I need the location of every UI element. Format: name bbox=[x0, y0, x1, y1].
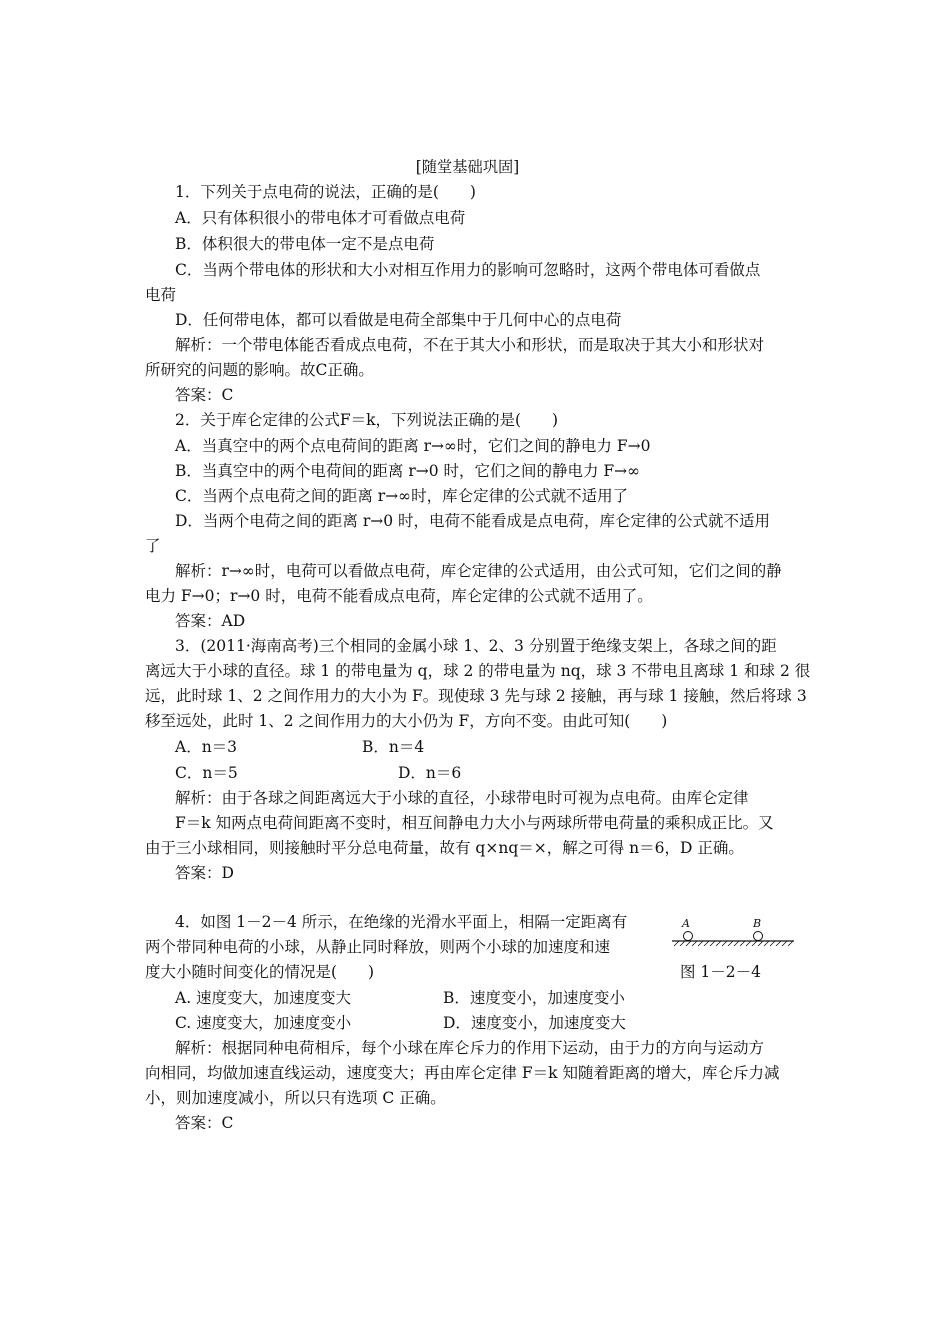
ball-a-label: A bbox=[682, 917, 690, 930]
question-3-stem-line-4: 移至远处，此时 1、2 之间作用力的大小仍为 F，方向不变。由此可知( ) bbox=[145, 712, 668, 730]
question-4-answer: 答案：C bbox=[175, 1114, 234, 1132]
question-3-analysis-line-2: F＝k 知两点电荷间距离不变时，相互间静电力大小与两球所带电荷量的乘积成正比。又 bbox=[175, 814, 774, 832]
question-3-analysis-line-3: 由于三小球相同，则接触时平分总电荷量，故有 q×nq＝×，解之可得 n＝6，D 正确。 bbox=[145, 839, 744, 857]
figure-caption: 图 1－2－4 bbox=[680, 963, 762, 981]
question-2-option-d: D．当两个电荷之间的距离 r→0 时，电荷不能看成是点电荷，库仑定律的公式就不适用 bbox=[175, 512, 771, 530]
question-3-stem-line-3: 远，此时球 1、2 之间作用力的大小为 F。现使球 3 先与球 2 接触，再与球 1 接触，然后将球 3 bbox=[145, 687, 807, 705]
question-2-option-b: B．当真空中的两个电荷间的距离 r→0 时，它们之间的静电力 F→∞ bbox=[175, 462, 641, 480]
question-4-analysis-line-2: 向相同，均做加速直线运动，速度变大；再由库仑定律 F＝k 知随着距离的增大，库仑斥力减 bbox=[145, 1064, 780, 1082]
question-1-option-a: A．只有体积很小的带电体才可看做点电荷 bbox=[175, 209, 466, 227]
surface-hatching bbox=[674, 941, 793, 946]
ball-a bbox=[684, 932, 693, 941]
question-1-analysis-cont: 所研究的问题的影响。故C正确。 bbox=[145, 361, 374, 379]
question-3-answer: 答案：D bbox=[175, 864, 234, 882]
question-4-option-c: C. 速度变大，加速度变小 bbox=[175, 1014, 352, 1032]
ball-b bbox=[754, 932, 763, 941]
question-1-option-c: C．当两个带电体的形状和大小对相互作用力的影响可忽略时，这两个带电体可看做点 bbox=[175, 261, 761, 279]
question-3-option-c: C．n＝5 bbox=[175, 764, 238, 782]
question-4-option-d: D．速度变小，加速度变大 bbox=[443, 1014, 626, 1032]
question-1-option-b: B．体积很大的带电体一定不是点电荷 bbox=[175, 235, 435, 253]
question-4-analysis-line-3: 小，则加速度减小，所以只有选项 C 正确。 bbox=[145, 1089, 446, 1107]
question-3-option-b: B．n＝4 bbox=[362, 738, 425, 756]
question-2-analysis: 解析：r→∞时，电荷可以看做点电荷，库仑定律的公式适用，由公式可知，它们之间的静 bbox=[175, 562, 782, 580]
question-3-stem: 3．(2011·海南高考)三个相同的金属小球 1、2、3 分别置于绝缘支架上，各球之间的距 bbox=[175, 637, 777, 655]
question-3-option-a: A．n＝3 bbox=[175, 738, 238, 756]
question-4-stem-line-3: 度大小随时间变化的情况是( ) bbox=[145, 963, 375, 981]
figure-two-balls-on-surface bbox=[668, 916, 798, 956]
question-1-option-c-cont: 电荷 bbox=[145, 286, 177, 304]
question-2-option-d-cont: 了 bbox=[145, 537, 161, 555]
question-4-option-b: B．速度变小，加速度变小 bbox=[443, 989, 625, 1007]
question-3-stem-line-2: 离远大于小球的直径。球 1 的带电量为 q，球 2 的带电量为 nq，球 3 不带电且离球 1 和球 2 很 bbox=[145, 662, 811, 680]
question-4-stem-line-2: 两个带同种电荷的小球，从静止同时释放，则两个小球的加速度和速 bbox=[145, 938, 611, 956]
question-1-option-d: D．任何带电体，都可以看做是电荷全部集中于几何中心的点电荷 bbox=[175, 311, 622, 329]
ball-b-label: B bbox=[753, 917, 762, 930]
question-1-answer: 答案：C bbox=[175, 386, 234, 404]
question-3-option-d: D．n＝6 bbox=[398, 764, 462, 782]
question-3-analysis: 解析：由于各球之间距离远大于小球的直径，小球带电时可视为点电荷。由库仑定律 bbox=[175, 789, 749, 807]
section-title: [随堂基础巩固] bbox=[415, 158, 520, 176]
question-1-analysis: 解析：一个带电体能否看成点电荷，不在于其大小和形状，而是取决于其大小和形状对 bbox=[175, 336, 765, 354]
question-2-stem: 2．关于库仑定律的公式F＝k，下列说法正确的是( ) bbox=[175, 411, 559, 429]
question-2-answer: 答案：AD bbox=[175, 612, 246, 630]
question-4-analysis: 解析：根据同种电荷相斥，每个小球在库仑斥力的作用下运动，由于力的方向与运动方 bbox=[175, 1039, 765, 1057]
question-4-stem: 4．如图 1－2－4 所示，在绝缘的光滑水平面上，相隔一定距离有 bbox=[175, 913, 628, 931]
question-1-stem: 1．下列关于点电荷的说法，正确的是( ) bbox=[175, 183, 476, 201]
question-2-option-c: C．当两个点电荷之间的距离 r→∞时，库仑定律的公式就不适用了 bbox=[175, 487, 629, 505]
question-2-analysis-cont: 电力 F→0；r→0 时，电荷不能看成点电荷，库仑定律的公式就不适用了。 bbox=[145, 587, 653, 605]
question-2-option-a: A．当真空中的两个点电荷间的距离 r→∞时，它们之间的静电力 F→0 bbox=[175, 437, 651, 455]
question-4-option-a: A. 速度变大，加速度变大 bbox=[175, 989, 352, 1007]
